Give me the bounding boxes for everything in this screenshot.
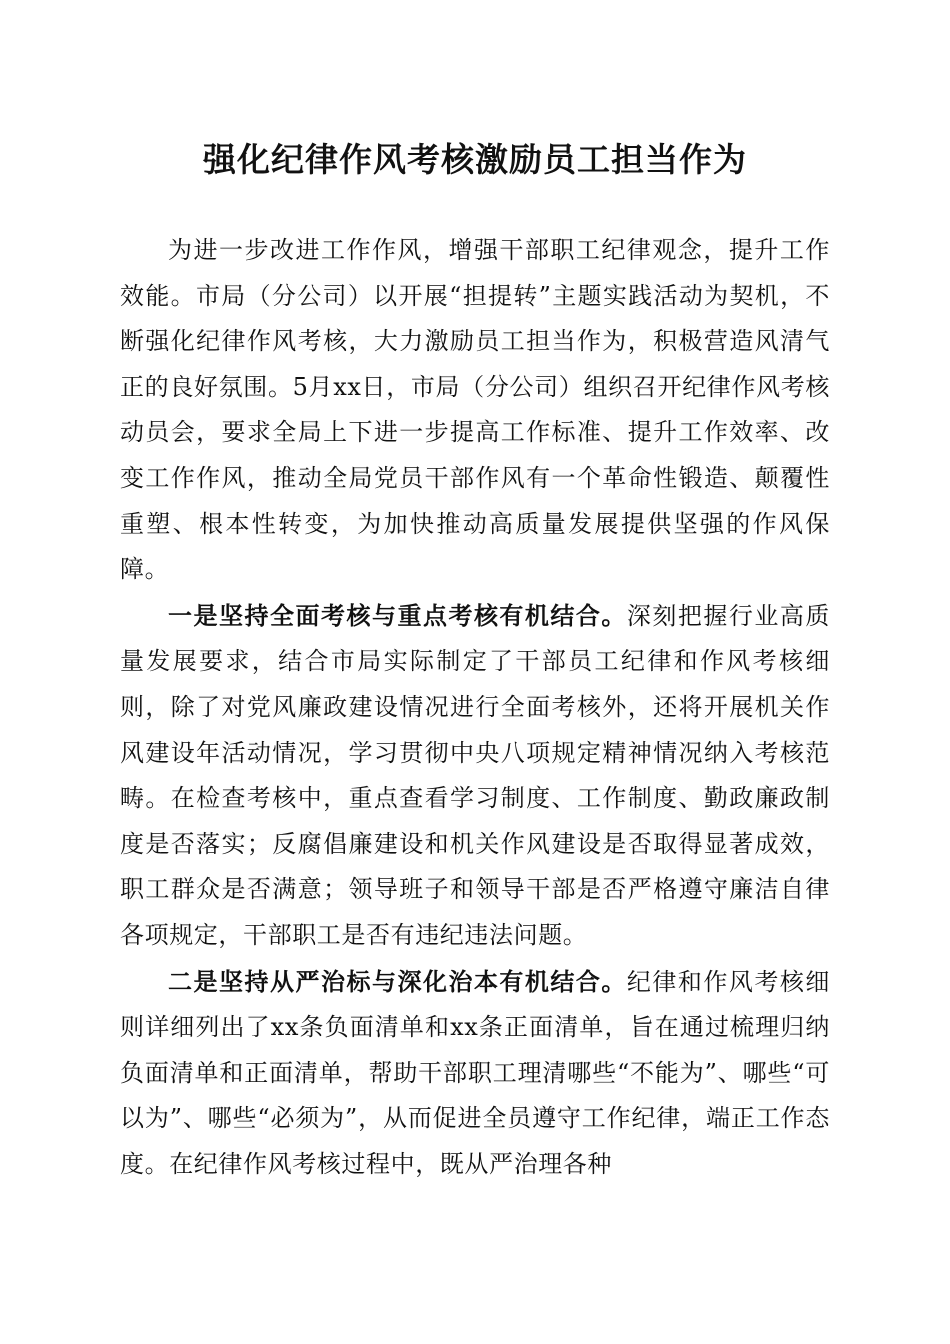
paragraph-point-one bbox=[120, 593, 830, 959]
paragraph-text: 纪律和作风考核细则详细列出了xx条负面清单和xx条正面清单，旨在通过梳理归纳负面清单和正面清单，帮助干部职工理清哪些“不能为”、哪些“可以为”、哪些“必须为”，从而促进全员遵守工作纪律，端正工作态度。在纪律作风考核过程中，既从严治理各种 bbox=[120, 967, 830, 1178]
document-body bbox=[120, 228, 830, 1187]
paragraph-point-two bbox=[120, 959, 830, 1188]
paragraph-text: 深刻把握行业高质量发展要求，结合市局实际制定了干部员工纪律和作风考核细则，除了对党风廉政建设情况进行全面考核外，还将开展机关作风建设年活动情况，学习贯彻中央八项规定精神情况纳入考核范畴。在检查考核中，重点查看学习制度、工作制度、勤政廉政制度是否落实；反腐倡廉建设和机关作风建设是否取得显著成效，职工群众是否满意；领导班子和领导干部是否严格遵守廉洁自律各项规定，干部职工是否有违纪违法问题。 bbox=[120, 601, 830, 949]
paragraph-intro bbox=[120, 228, 830, 593]
document-title: 强化纪律作风考核激励员工担当作为 bbox=[203, 140, 747, 179]
paragraph-text: 为进一步改进工作作风，增强干部职工纪律观念，提升工作效能。市局（分公司）以开展“担提转”主题实践活动为契机，不断强化纪律作风考核，大力激励员工担当作为，积极营造风清气正的良好氛围。5月xx日，市局（分公司）组织召开纪律作风考核动员会，要求全局上下进一步提高工作标准、提升工作效率、改变工作作风，推动全局党员干部作风有一个革命性锻造、颠覆性重塑、根本性转变，为加快推动高质量发展提供坚强的作风保障。 bbox=[120, 236, 830, 584]
paragraph-lead-heading: 一是坚持全面考核与重点考核有机结合。 bbox=[168, 600, 627, 630]
paragraph-lead-heading: 二是坚持从严治标与深化治本有机结合。 bbox=[168, 966, 627, 996]
